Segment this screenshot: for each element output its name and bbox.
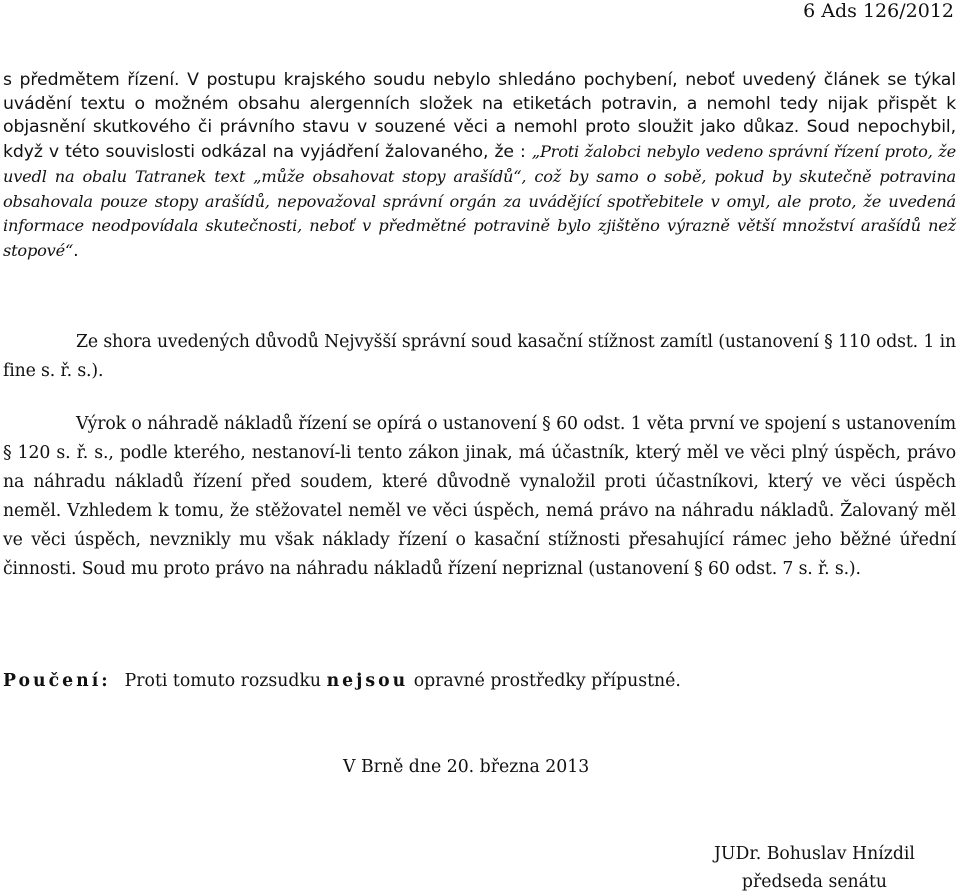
paragraph-reasoning xyxy=(3,69,956,264)
legal-instruction xyxy=(3,671,681,691)
paragraph-text: Výrok o náhradě nákladů řízení se opírá o ustanovení § 60 odst. 1 věta první ve spojení s ustanovením § 120 s. ř. s., podle kterého, nestanoví-li tento zákon jinak, má účastník, který měl ve věci plný úspěch, právo na náhradu nákladů řízení před soudem, které důvodně vynaložil proti účastníkovi, který ve věci úspěch neměl. Vzhledem k tomu, že stěžovatel neměl ve věci úspěch, nemá právo na náhradu nákladů. Žalovaný měl ve věci úspěch, nevznikly mu však náklady řízení o kasační stížnosti přesahující rámec jeho běžné úřední činnosti. Soud mu proto právo na náhradu nákladů řízení nepriznal (ustanovení § 60 odst. 7 s. ř. s.). xyxy=(3,414,956,579)
quoted-statement: „Proti žalobci nebylo vedeno správní řízení proto, že uvedl na obalu Tatranek text „může obsahovat stopy arašídů“, což by samo o sobě, pokud by skutečně potravina obsahovala pouze stopy arašídů, nepovažoval správní orgán za uvádějící spotřebitele v omyl, ale proto, že uvedená informace neodpovídala skutečnosti, neboť v předmětné potravině bylo zjištěno výrazně větší množství arašídů než stopové“ xyxy=(3,142,956,260)
instruction-label: Poučení: xyxy=(3,671,111,691)
judge-name: JUDr. Bohuslav Hnízdil xyxy=(714,844,915,864)
signature-block xyxy=(714,840,915,896)
instruction-emphasis: nejsou xyxy=(326,671,409,691)
case-number: 6 Ads 126/2012 xyxy=(803,0,954,22)
instruction-text-end: opravné prostředky přípustné. xyxy=(413,671,681,691)
paragraph-verdict xyxy=(3,328,956,386)
judge-role: předseda senátu xyxy=(741,872,888,892)
instruction-text: Proti tomuto rozsudku xyxy=(124,671,322,691)
paragraph-end: . xyxy=(73,240,79,261)
paragraph-costs xyxy=(3,410,956,584)
date-line: V Brně dne 20. března 2013 xyxy=(343,757,590,777)
paragraph-text: s předmětem řízení. V postupu krajského soudu nebylo shledáno pochybení, neboť uvedený článek se týkal uvádění textu o možném obsahu alergenních složek na etiketách potravin, a nemohl tedy nijak přispět k objasnění skutkového či právního stavu v souzené věci a nemohl proto sloužit jako důkaz. Soud nepochybil, když v této souvislosti odkázal na vyjádření žalovaného, že : xyxy=(3,70,956,163)
paragraph-text: Ze shora uvedených důvodů Nejvyšší správní soud kasační stížnost zamítl (ustanovení § 110 odst. 1 in fine s. ř. s.). xyxy=(3,332,956,381)
